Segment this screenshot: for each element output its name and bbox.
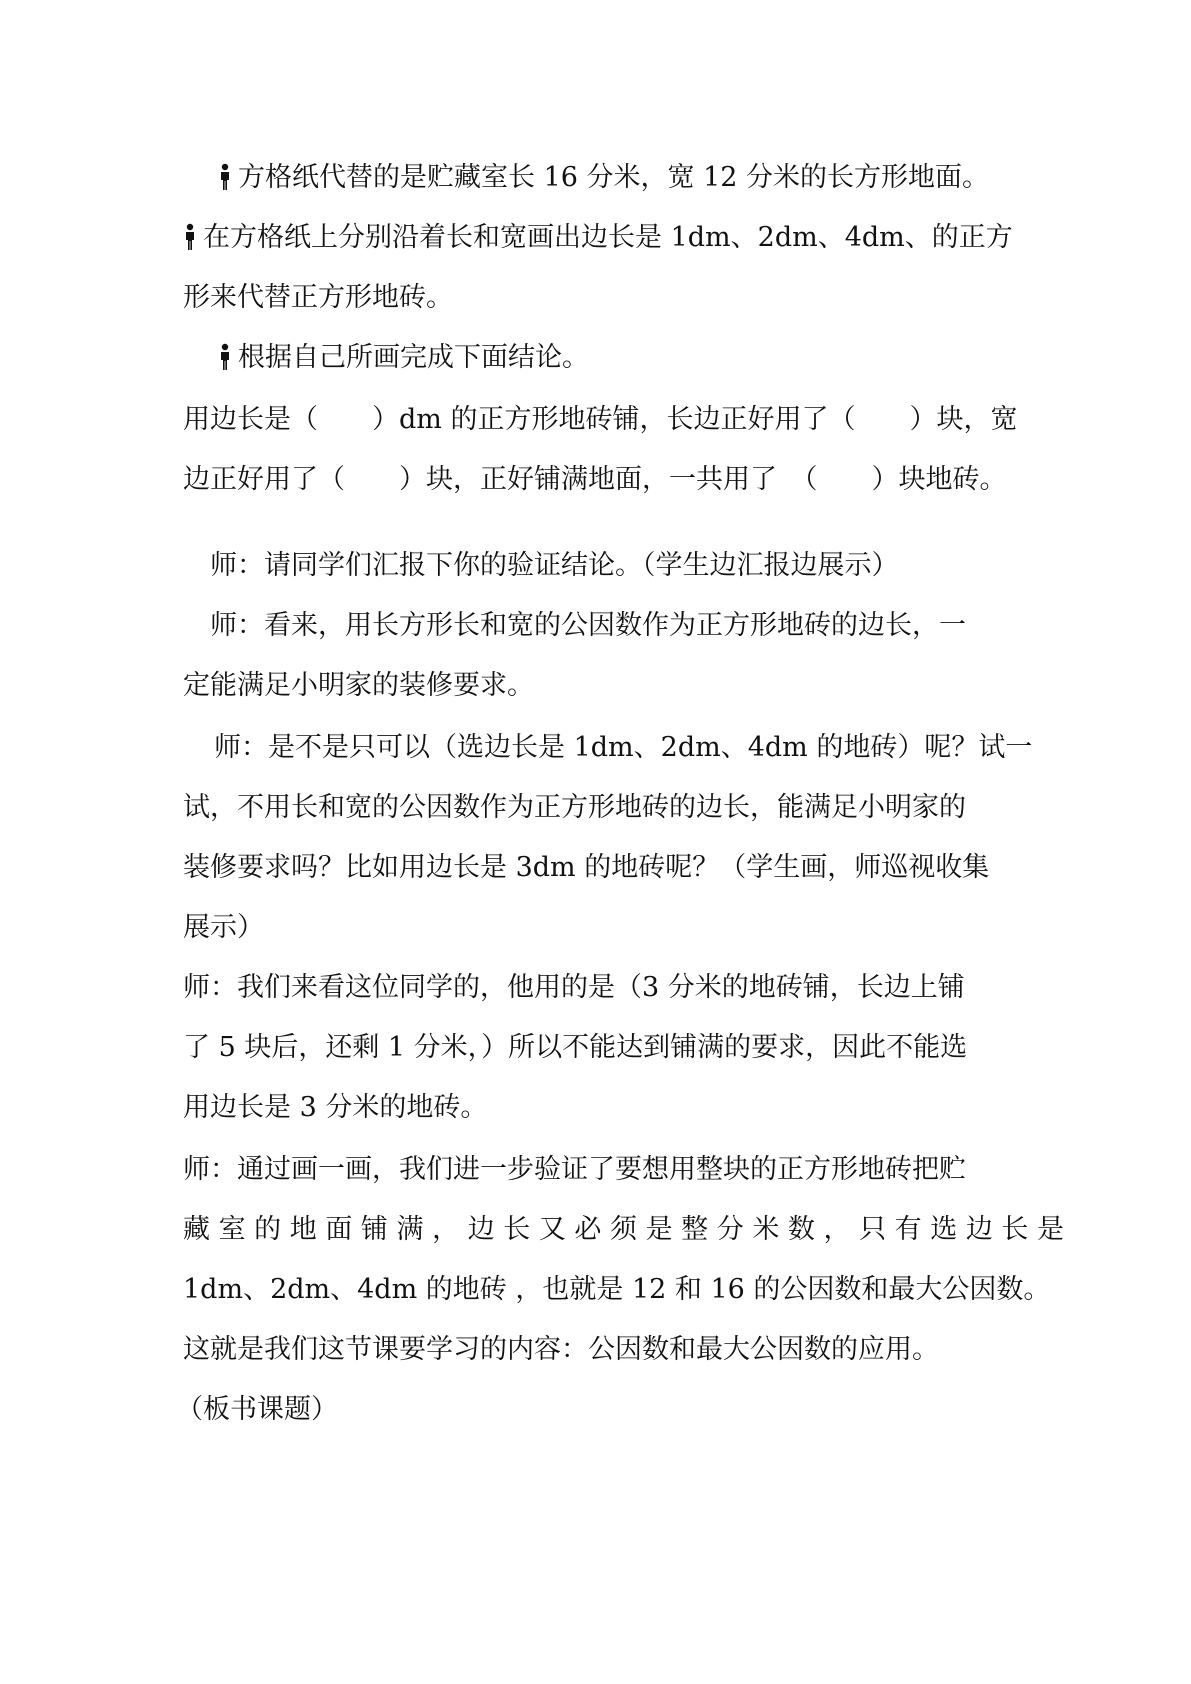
text-line: 师：请同学们汇报下你的验证结论。（学生边汇报边展示） bbox=[210, 550, 899, 581]
text-line: 用边长是 3 分米的地砖。 bbox=[183, 1092, 488, 1123]
text-line: 展示） bbox=[183, 912, 264, 943]
person-icon bbox=[218, 163, 232, 191]
text-line: 藏 室 的 地 面 铺 满 ， 边 长 又 必 须 是 整 分 米 数 ， 只 有 选 边 长 是 bbox=[183, 1214, 1064, 1245]
text-line: （板书课题） bbox=[176, 1394, 338, 1425]
text-line: 形来代替正方形地砖。 bbox=[183, 282, 453, 313]
bullet-line-3 bbox=[218, 338, 589, 378]
person-icon bbox=[183, 223, 197, 251]
bullet-text-1: 方格纸代替的是贮藏室长 16 分米，宽 12 分米的长方形地面。 bbox=[238, 162, 990, 193]
text-line: 用边长是（ ）dm 的正方形地砖铺，长边正好用了（ ）块，宽 bbox=[183, 404, 1018, 435]
text-line: 了 5 块后，还剩 1 分米，）所以不能达到铺满的要求，因此不能选 bbox=[183, 1032, 968, 1063]
bullet-text-3: 根据自己所画完成下面结论。 bbox=[238, 342, 589, 373]
text-line: 装修要求吗？比如用边长是 3dm 的地砖呢？（学生画，师巡视收集 bbox=[183, 852, 990, 883]
bullet-line-1 bbox=[218, 158, 989, 198]
text-line: 师：看来，用长方形长和宽的公因数作为正方形地砖的边长，一 bbox=[210, 610, 966, 641]
text-line: 试，不用长和宽的公因数作为正方形地砖的边长，能满足小明家的 bbox=[183, 792, 966, 823]
text-line: 1dm、2dm、4dm 的地砖 ，也就是 12 和 16 的公因数和最大公因数。 bbox=[183, 1274, 1051, 1305]
text-line: 这就是我们这节课要学习的内容：公因数和最大公因数的应用。 bbox=[183, 1334, 939, 1365]
text-line: 师：是不是只可以（选边长是 1dm、2dm、4dm 的地砖）呢？试一 bbox=[214, 732, 1033, 763]
text-line: 师：我们来看这位同学的，他用的是（3 分米的地砖铺，长边上铺 bbox=[183, 972, 965, 1003]
text-line: 边正好用了（ ）块，正好铺满地面，一共用了 （ ）块地砖。 bbox=[183, 464, 1007, 495]
person-icon bbox=[218, 343, 232, 371]
bullet-line-2 bbox=[183, 218, 1013, 258]
text-line: 师：通过画一画，我们进一步验证了要想用整块的正方形地砖把贮 bbox=[183, 1154, 966, 1185]
text-line: 定能满足小明家的装修要求。 bbox=[183, 670, 534, 701]
bullet-text-2: 在方格纸上分别沿着长和宽画出边长是 1dm、2dm、4dm、的正方 bbox=[203, 222, 1013, 253]
